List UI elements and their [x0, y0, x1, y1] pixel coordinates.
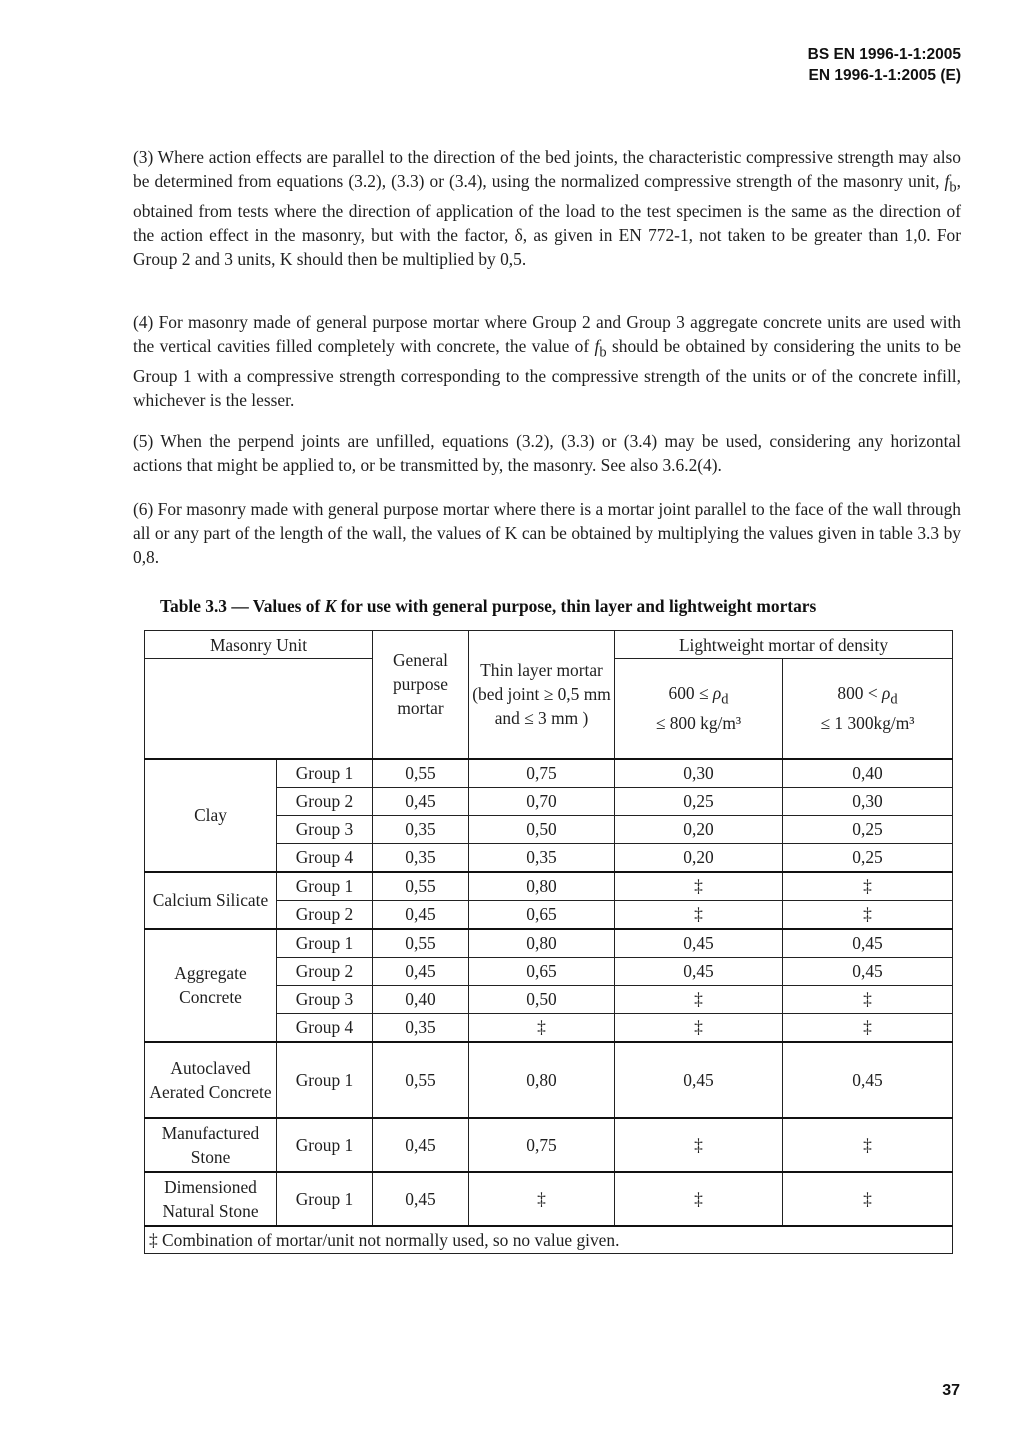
unit-type-cell: Manufactured Stone	[145, 1118, 277, 1172]
lw2-cell: 0,45	[783, 1042, 953, 1118]
lw2-cell: 0,25	[783, 843, 953, 872]
tl-cell: ‡	[469, 1172, 615, 1226]
lw2-cell: ‡	[783, 872, 953, 901]
group-cell: Group 1	[277, 1042, 373, 1118]
standard-edition: EN 1996-1-1:2005 (E)	[808, 67, 961, 84]
lw1-cell: ‡	[615, 1013, 783, 1042]
group-cell: Group 3	[277, 815, 373, 843]
thin-layer-header: Thin layer mortar (bed joint ≥ 0,5 mm and ≤ 3 mm )	[469, 631, 615, 759]
gp-cell: 0,55	[373, 872, 469, 901]
tl-cell: ‡	[469, 1013, 615, 1042]
gp-cell: 0,55	[373, 929, 469, 958]
table-footnote: ‡ Combination of mortar/unit not normally used, so no value given.	[145, 1226, 953, 1254]
table-row	[145, 929, 953, 958]
clause-6-paragraph: (6) For masonry made with general purpose mortar where there is a mortar joint parallel to the face of the wall through all or any part of the length of the wall, the values of K can be obtained by multiplying the values given in table 3.3 by 0,8.	[133, 499, 961, 567]
tl-cell: 0,80	[469, 872, 615, 901]
gp-cell: 0,45	[373, 900, 469, 929]
tl-cell: 0,65	[469, 900, 615, 929]
lw1-cell: ‡	[615, 985, 783, 1013]
lw1-cell: 0,20	[615, 843, 783, 872]
gp-cell: 0,45	[373, 957, 469, 985]
lw2-cell: ‡	[783, 900, 953, 929]
lw2-cell: 0,40	[783, 759, 953, 788]
tl-cell: 0,80	[469, 929, 615, 958]
lightweight-header: Lightweight mortar of density	[615, 631, 953, 659]
gp-cell: 0,40	[373, 985, 469, 1013]
group-cell: Group 1	[277, 929, 373, 958]
lw1-cell: ‡	[615, 900, 783, 929]
group-cell: Group 1	[277, 1118, 373, 1172]
group-cell: Group 1	[277, 872, 373, 901]
table-row	[145, 1118, 953, 1172]
tl-cell: 0,35	[469, 843, 615, 872]
gp-cell: 0,55	[373, 759, 469, 788]
group-cell: Group 2	[277, 787, 373, 815]
lw2-cell: ‡	[783, 1118, 953, 1172]
table-row	[145, 759, 953, 788]
lw1-cell: 0,45	[615, 929, 783, 958]
tl-cell: 0,65	[469, 957, 615, 985]
clause-4-paragraph: (4) For masonry made of general purpose mortar where Group 2 and Group 3 aggregate concrete units are used with the vertical cavities filled completely with concrete, the value of $f_b$ should be obtained by considering the units to be Group 1 with a compressive strength corresponding to the compressive strength of the units or of the concrete infill, whichever is the lesser.	[133, 312, 961, 411]
lw1-cell: ‡	[615, 1118, 783, 1172]
gp-cell: 0,45	[373, 787, 469, 815]
group-cell: Group 4	[277, 843, 373, 872]
group-cell: Group 3	[277, 985, 373, 1013]
standard-code: BS EN 1996-1-1:2005	[807, 46, 961, 63]
lw1-cell: 0,25	[615, 787, 783, 815]
table-row	[145, 872, 953, 901]
table-row	[145, 1172, 953, 1226]
group-cell: Group 1	[277, 1172, 373, 1226]
clause-3-paragraph: (3) Where action effects are parallel to the direction of the bed joints, the characteristic compressive strength may also be determined from equations (3.2), (3.3) or (3.4), using the normalized compressive strength of the masonry unit, $f_b$, obtained from tests where the direction of application of the load to the test specimen is the same as the direction of the action effect in the masonry, but with the factor, δ, as given in EN 772-1, not taken to be greater than 1,0. For Group 2 and 3 units, K should then be multiplied by 0,5.	[133, 147, 961, 270]
group-cell: Group 1	[277, 759, 373, 788]
k-values-body	[145, 759, 953, 1226]
k-values-table	[144, 630, 953, 1254]
gp-cell: 0,35	[373, 1013, 469, 1042]
page-number: 37	[942, 1382, 960, 1399]
lw1-cell: ‡	[615, 872, 783, 901]
lightweight-800-1300-header: $800 < \rho_d$ ≤ 1 300kg/m³	[783, 659, 953, 759]
tl-cell: 0,50	[469, 815, 615, 843]
tl-cell: 0,50	[469, 985, 615, 1013]
clause-5-paragraph: (5) When the perpend joints are unfilled, equations (3.2), (3.3) or (3.4) may be used, considering any horizontal actions that might be applied to, or be transmitted by, the masonry. See also 3.6.2(4).	[133, 431, 961, 475]
lw2-cell: 0,45	[783, 929, 953, 958]
gp-cell: 0,45	[373, 1172, 469, 1226]
table-caption: Table 3.3 — Values of K for use with general purpose, thin layer and lightweight mortars	[160, 596, 817, 616]
lw2-cell: 0,45	[783, 957, 953, 985]
lw1-cell: 0,20	[615, 815, 783, 843]
masonry-unit-header: Masonry Unit	[145, 631, 373, 659]
lw2-cell: ‡	[783, 1172, 953, 1226]
lw1-cell: ‡	[615, 1172, 783, 1226]
tl-cell: 0,75	[469, 1118, 615, 1172]
group-cell: Group 2	[277, 957, 373, 985]
general-purpose-header: General purpose mortar	[373, 631, 469, 759]
tl-cell: 0,75	[469, 759, 615, 788]
lightweight-600-800-header: $600 \le \rho_d$ ≤ 800 kg/m³	[615, 659, 783, 759]
lw2-cell: ‡	[783, 985, 953, 1013]
unit-type-cell: Autoclaved Aerated Concrete	[145, 1042, 277, 1118]
lw1-cell: 0,45	[615, 957, 783, 985]
lw2-cell: 0,25	[783, 815, 953, 843]
lw2-cell: ‡	[783, 1013, 953, 1042]
unit-type-cell: Clay	[145, 759, 277, 872]
gp-cell: 0,35	[373, 843, 469, 872]
gp-cell: 0,55	[373, 1042, 469, 1118]
lw1-cell: 0,45	[615, 1042, 783, 1118]
group-cell: Group 2	[277, 900, 373, 929]
lw2-cell: 0,30	[783, 787, 953, 815]
document-header	[808, 44, 961, 86]
masonry-unit-blank	[145, 659, 373, 759]
gp-cell: 0,45	[373, 1118, 469, 1172]
tl-cell: 0,80	[469, 1042, 615, 1118]
unit-type-cell: Calcium Silicate	[145, 872, 277, 929]
group-cell: Group 4	[277, 1013, 373, 1042]
gp-cell: 0,35	[373, 815, 469, 843]
tl-cell: 0,70	[469, 787, 615, 815]
unit-type-cell: Aggregate Concrete	[145, 929, 277, 1042]
table-row	[145, 1042, 953, 1118]
unit-type-cell: Dimensioned Natural Stone	[145, 1172, 277, 1226]
lw1-cell: 0,30	[615, 759, 783, 788]
